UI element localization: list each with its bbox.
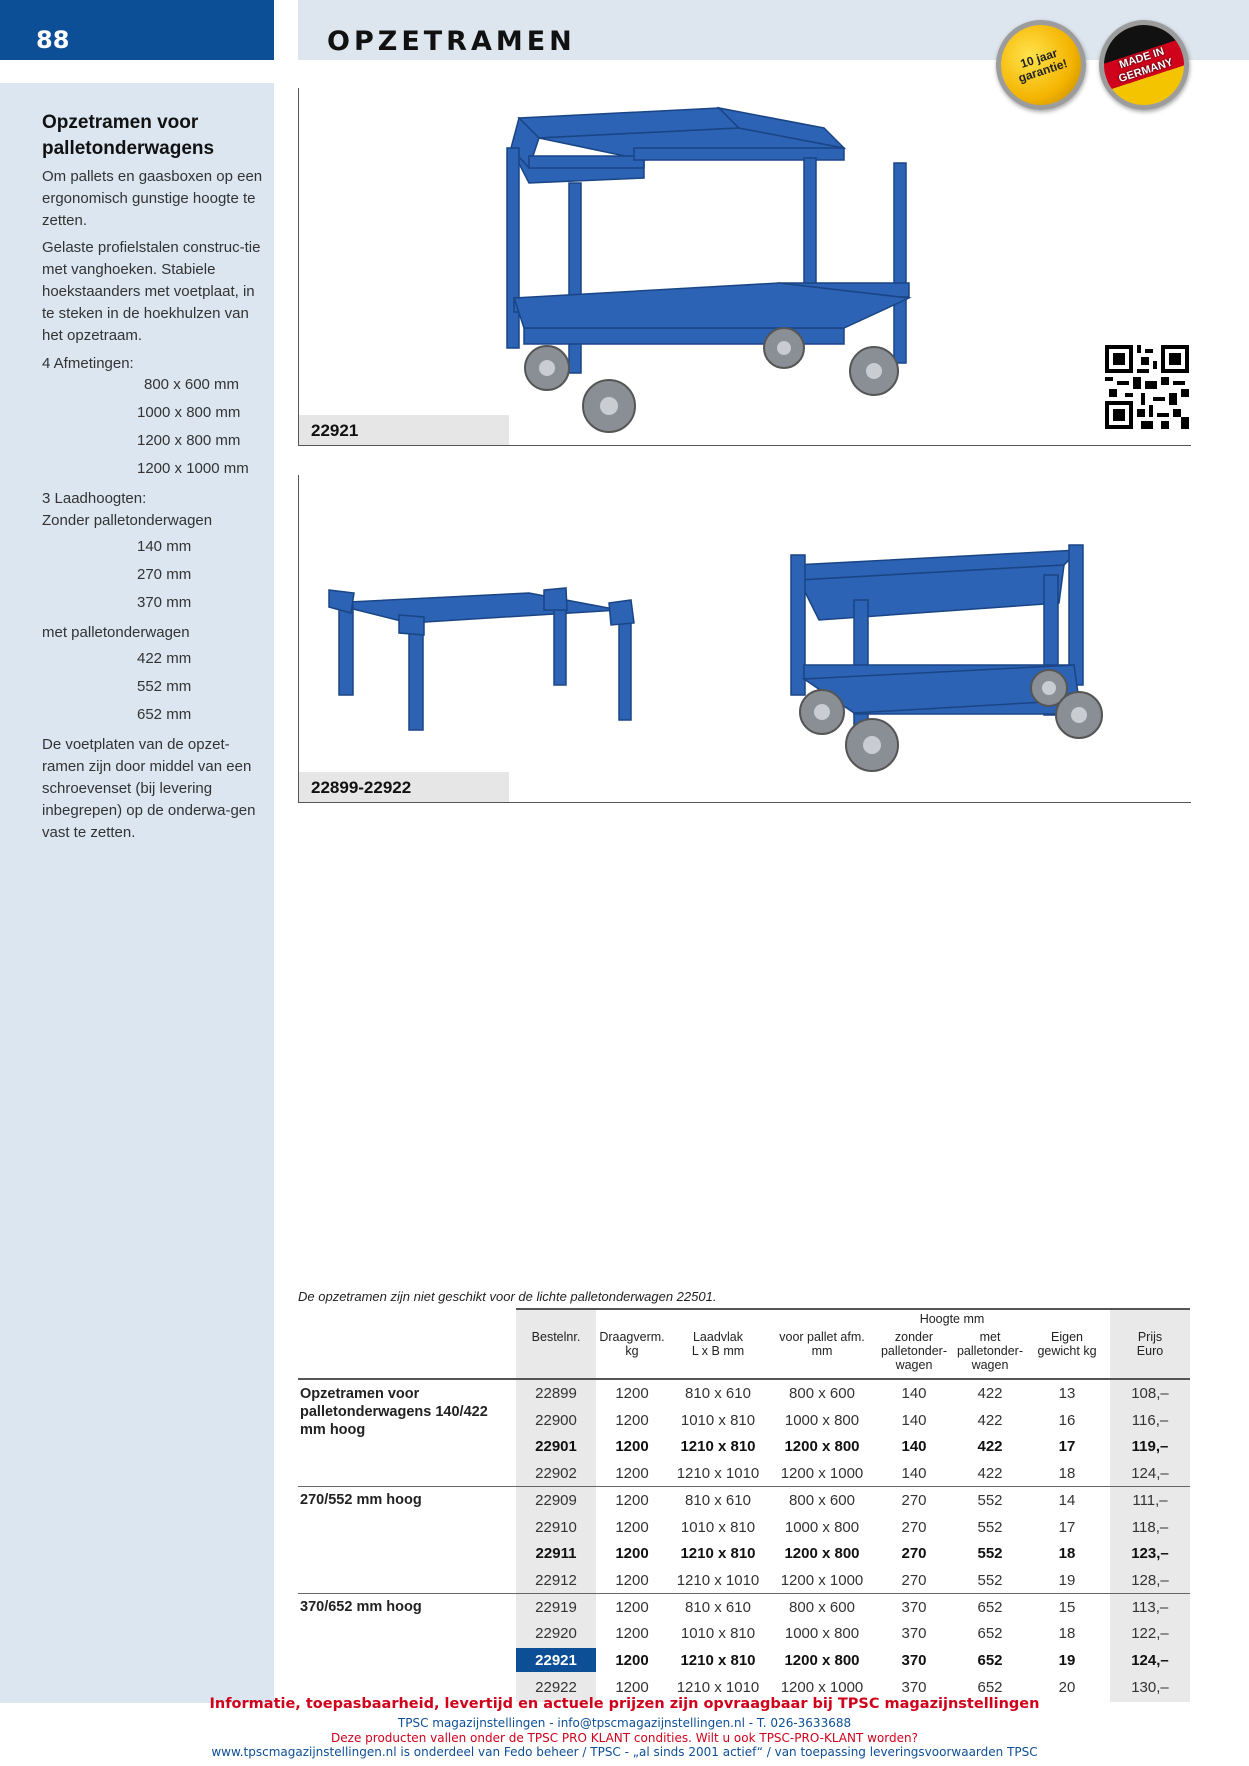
cell-pallet: 1200 x 1000 (780, 1571, 864, 1589)
cell-load: 1200 (615, 1465, 649, 1483)
height-item: 270 mm (137, 566, 192, 583)
intro-title: Opzetramen voor palletonderwagens (42, 112, 215, 159)
cell-art: 22920 (535, 1625, 577, 1643)
cell-weight: 17 (1058, 1518, 1076, 1536)
group-rule (298, 1593, 1190, 1594)
col-header-art: Bestelnr. (531, 1330, 581, 1344)
cell-load: 1200 (615, 1571, 649, 1589)
cell-with: 422 (977, 1411, 1003, 1429)
cell-art: 22912 (535, 1571, 577, 1589)
cell-price: 123,– (1131, 1545, 1169, 1563)
cell-area: 1210 x 1010 (676, 1465, 760, 1483)
cell-art: 22900 (535, 1411, 577, 1429)
cell-with: 422 (977, 1385, 1003, 1402)
cell-pallet: 1200 x 1000 (780, 1465, 864, 1483)
cell-pallet: 1000 x 800 (784, 1625, 860, 1643)
cell-without: 140 (901, 1385, 927, 1402)
cell-area: 810 x 610 (685, 1598, 751, 1616)
col-header-load: Draagverm. kg (599, 1330, 665, 1358)
cell-load: 1200 (615, 1438, 649, 1456)
col-header-weight: Eigen gewicht kg (1037, 1330, 1097, 1358)
col-header-without: zonder palletonder- wagen (880, 1330, 947, 1372)
cell-art: 22902 (535, 1465, 577, 1483)
cell-load: 1200 (615, 1491, 649, 1509)
cell-without: 370 (901, 1652, 927, 1669)
cell-with: 652 (977, 1652, 1003, 1669)
group-rule (298, 1486, 1190, 1487)
cell-weight: 16 (1058, 1411, 1076, 1429)
qr-code (1105, 345, 1189, 429)
dimension-item: 1000 x 800 mm (137, 404, 241, 421)
image-caption: 22921 (299, 415, 509, 445)
cell-pallet: 800 x 600 (789, 1598, 855, 1616)
cell-art: 22909 (535, 1491, 577, 1509)
dimension-item: 1200 x 1000 mm (137, 460, 249, 477)
cell-weight: 17 (1058, 1438, 1076, 1456)
cell-weight: 18 (1058, 1545, 1076, 1563)
cell-art: 22921 (535, 1652, 577, 1669)
cell-pallet: 1200 x 800 (784, 1438, 860, 1456)
section-title: OPZETRAMEN (327, 26, 576, 57)
cell-area: 810 x 610 (685, 1491, 751, 1509)
cell-weight: 19 (1058, 1652, 1076, 1669)
col-header-area: Laadvlak L x B mm (691, 1330, 745, 1358)
cell-load: 1200 (615, 1518, 649, 1536)
cell-area: 1010 x 810 (680, 1625, 756, 1643)
cell-load: 1200 (615, 1411, 649, 1429)
cell-art: 22922 (535, 1678, 577, 1696)
dimension-item: 1200 x 800 mm (137, 432, 241, 449)
cell-load: 1200 (615, 1652, 649, 1669)
cell-without: 140 (901, 1438, 927, 1456)
col-header-height-group: Hoogte mm (919, 1312, 985, 1326)
image-caption: 22899-22922 (299, 772, 509, 802)
cell-price: 130,– (1131, 1678, 1169, 1696)
cell-weight: 18 (1058, 1625, 1076, 1643)
cell-area: 1010 x 810 (680, 1411, 756, 1429)
cell-without: 270 (901, 1491, 927, 1509)
cell-without: 370 (901, 1598, 927, 1616)
cell-with: 552 (977, 1571, 1003, 1589)
cell-pallet: 800 x 600 (789, 1385, 855, 1402)
height-item: 422 mm (137, 650, 192, 667)
col-header-price: Prijs Euro (1136, 1330, 1164, 1358)
construction-paragraph: Gelaste profielstalen construc-tie met vanghoeken. Stabiele hoekstaanders met voetplaat, in te steken in de hoekhulzen van het opzetraam. (42, 239, 261, 344)
table-top-rule (516, 1308, 1190, 1310)
cell-weight: 19 (1058, 1571, 1076, 1589)
art-header-shade (516, 1310, 596, 1380)
page-number: 88 (36, 26, 70, 54)
cell-price: 111,– (1132, 1491, 1168, 1509)
group-label: 370/652 mm hoog (300, 1599, 422, 1615)
cell-price: 122,– (1131, 1625, 1169, 1643)
cell-load: 1200 (615, 1545, 649, 1563)
cell-area: 1210 x 810 (680, 1652, 756, 1669)
height-item: 370 mm (137, 594, 192, 611)
header-rule (298, 1378, 1190, 1380)
footer-pro: Deze producten vallen onder de TPSC PRO KLANT condities. Wilt u ook TPSC-PRO-KLANT worden? (331, 1731, 918, 1745)
footplate-paragraph: De voetplaten van de opzet-ramen zijn door middel van een schroevenset (bij levering inbegrepen) op de onderwa-gen vast te zetten. (42, 736, 256, 841)
cell-without: 370 (901, 1678, 927, 1696)
cell-area: 1210 x 810 (680, 1545, 756, 1563)
cell-with: 422 (977, 1438, 1003, 1456)
height-item: 652 mm (137, 706, 192, 723)
cell-price: 128,– (1131, 1571, 1169, 1589)
cell-with: 552 (977, 1491, 1003, 1509)
pallet-frames-illustration (299, 475, 1192, 803)
cell-art: 22911 (535, 1545, 577, 1563)
cell-weight: 18 (1058, 1465, 1076, 1483)
cell-price: 124,– (1131, 1465, 1169, 1483)
table-note: De opzetramen zijn niet geschikt voor de lichte palletonderwagen 22501. (298, 1289, 717, 1304)
footer-contact: TPSC magazijnstellingen - info@tpscmagazijnstellingen.nl - T. 026-3633688 (397, 1716, 852, 1730)
cell-with: 422 (977, 1465, 1003, 1483)
cell-weight: 15 (1058, 1598, 1076, 1616)
made-in-germany-badge: MADE IN GERMANY (1087, 8, 1200, 121)
dimension-item: 800 x 600 mm (144, 376, 240, 393)
cell-weight: 13 (1058, 1385, 1076, 1402)
cell-area: 1210 x 1010 (676, 1571, 760, 1589)
height-item: 140 mm (137, 538, 192, 555)
cell-with: 552 (977, 1518, 1003, 1536)
cell-area: 1210 x 1010 (676, 1678, 760, 1696)
cell-art: 22910 (535, 1518, 577, 1536)
cell-without: 270 (901, 1518, 927, 1536)
col-header-with: met palletonder- wagen (956, 1330, 1023, 1372)
cell-load: 1200 (615, 1678, 649, 1696)
footer-legal: www.tpscmagazijnstellingen.nl is onderdeel van Fedo beheer / TPSC - „al sinds 2001 actief“ / van toepassing leveringsvoorwaarden TPSC (211, 1745, 1038, 1759)
heights-label: 3 Laadhoogten: (42, 490, 147, 507)
cell-with: 652 (977, 1625, 1003, 1643)
cell-art: 22901 (535, 1438, 577, 1456)
cell-weight: 14 (1058, 1491, 1076, 1509)
cell-load: 1200 (615, 1625, 649, 1643)
cell-price: 124,– (1131, 1652, 1169, 1669)
cell-price: 108,– (1131, 1385, 1169, 1402)
cell-area: 810 x 610 (685, 1385, 751, 1402)
cell-load: 1200 (615, 1385, 649, 1402)
cell-price: 119,– (1131, 1438, 1169, 1456)
cell-without: 140 (901, 1465, 927, 1483)
without-trolley-label: Zonder palletonderwagen (42, 512, 213, 529)
cell-without: 270 (901, 1545, 927, 1563)
cell-without: 270 (901, 1571, 927, 1589)
cell-price: 113,– (1131, 1598, 1169, 1616)
cell-pallet: 1000 x 800 (784, 1411, 860, 1429)
cell-with: 652 (977, 1598, 1003, 1616)
cell-with: 652 (977, 1678, 1003, 1696)
product-image-22921 (298, 88, 1191, 446)
intro-paragraph: Om pallets en gaasboxen op een ergonomisch gunstige hoogte te zetten. (42, 168, 263, 229)
cell-without: 370 (901, 1625, 927, 1643)
guarantee-badge: 10 jaar garantie! (984, 8, 1097, 121)
cell-art: 22899 (535, 1385, 577, 1402)
dimensions-label: 4 Afmetingen: (42, 355, 134, 372)
product-image-22899-22922 (298, 475, 1191, 803)
cell-area: 1010 x 810 (680, 1518, 756, 1536)
cell-pallet: 1200 x 1000 (780, 1678, 864, 1696)
cell-with: 552 (977, 1545, 1003, 1563)
height-item: 552 mm (137, 678, 192, 695)
cell-art: 22919 (535, 1598, 577, 1616)
cell-area: 1210 x 810 (680, 1438, 756, 1456)
cell-price: 116,– (1131, 1411, 1169, 1429)
group-label: Opzetramen voor palletonderwagens 140/422 mm hoog (300, 1386, 488, 1438)
footer-info: Informatie, toepasbaarheid, levertijd en actuele prijzen zijn opvraagbaar bij TPSC magazijnstellingen (209, 1696, 1040, 1712)
cell-weight: 20 (1058, 1678, 1076, 1696)
cell-pallet: 800 x 600 (789, 1491, 855, 1509)
group-label: 270/552 mm hoog (300, 1492, 422, 1508)
cell-pallet: 1200 x 800 (784, 1545, 860, 1563)
cell-price: 118,– (1131, 1518, 1169, 1536)
cell-pallet: 1200 x 800 (784, 1652, 860, 1669)
pallet-frame-with-trolley-illustration (299, 88, 1192, 446)
with-trolley-label: met palletonderwagen (42, 624, 190, 641)
cell-load: 1200 (615, 1598, 649, 1616)
col-header-pallet: voor pallet afm. mm (779, 1330, 865, 1358)
cell-without: 140 (901, 1411, 927, 1429)
cell-pallet: 1000 x 800 (784, 1518, 860, 1536)
